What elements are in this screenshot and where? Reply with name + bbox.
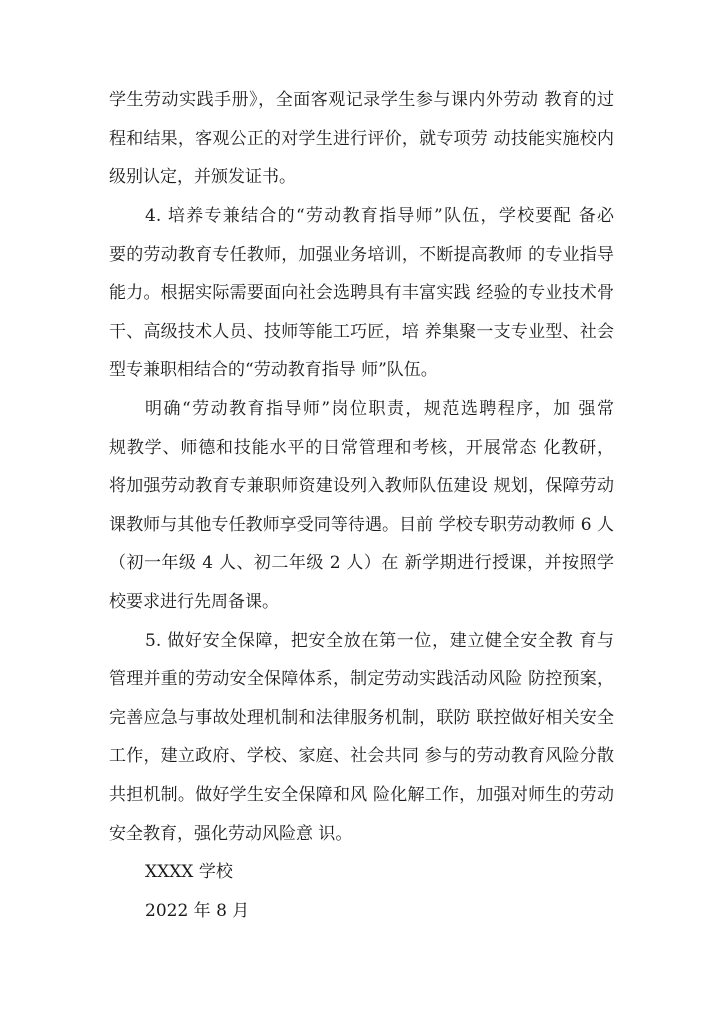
text-line: （初一年级 4 人、初二年级 2 人）在 新学期进行授课，并按照学 xyxy=(109,553,614,573)
text-line: 学生劳动实践手册》，全面客观记录学生参与课内外劳动 教育的过 xyxy=(109,90,614,110)
text-line: 规教学、师德和技能水平的日常管理和考核，开展常态 化教研， xyxy=(109,438,614,458)
text-line: 级别认定，并颁发证书。 xyxy=(109,167,296,187)
text-line: 程和结果，客观公正的对学生进行评价，就专项劳 动技能实施校内 xyxy=(109,129,614,149)
text-line: 要的劳动教育专任教师，加强业务培训，不断提高教师 的专业指导 xyxy=(109,245,614,265)
text-line: 工作，建立政府、学校、家庭、社会共同 参与的劳动教育风险分散 xyxy=(109,746,614,766)
text-line: 校要求进行先周备课。 xyxy=(109,592,279,612)
text-line: 明确“劳动教育指导师”岗位职责，规范选聘程序，加 强常 xyxy=(145,399,614,419)
text-line: 管理并重的劳动安全保障体系，制定劳动实践活动风险 防控预案， xyxy=(109,669,614,689)
text-line: 将加强劳动教育专兼职师资建设列入教师队伍建设 规划，保障劳动 xyxy=(109,476,614,496)
text-line: 5. 做好安全保障，把安全放在第一位，建立健全安全教 育与 xyxy=(145,631,614,651)
signature-school: XXXX 学校 xyxy=(145,862,233,882)
text-line: 型专兼职相结合的“劳动教育指导 师”队伍。 xyxy=(109,360,438,380)
text-line: 能力。根据实际需要面向社会选聘具有丰富实践 经验的专业技术骨 xyxy=(109,283,614,303)
text-line: 课教师与其他专任教师享受同等待遇。目前 学校专职劳动教师 6 人 xyxy=(109,515,614,535)
text-line: 完善应急与事故处理机制和法律服务机制，联防 联控做好相关安全 xyxy=(109,708,614,728)
signature-date: 2022 年 8 月 xyxy=(145,901,250,921)
text-line: 安全教育，强化劳动风险意 识。 xyxy=(109,824,353,844)
text-line: 4. 培养专兼结合的“劳动教育指导师”队伍，学校要配 备必 xyxy=(145,206,614,226)
text-line: 共担机制。做好学生安全保障和风 险化解工作，加强对师生的劳动 xyxy=(109,785,614,805)
text-line: 干、高级技术人员、技师等能工巧匠，培 养集聚一支专业型、社会 xyxy=(109,322,614,342)
